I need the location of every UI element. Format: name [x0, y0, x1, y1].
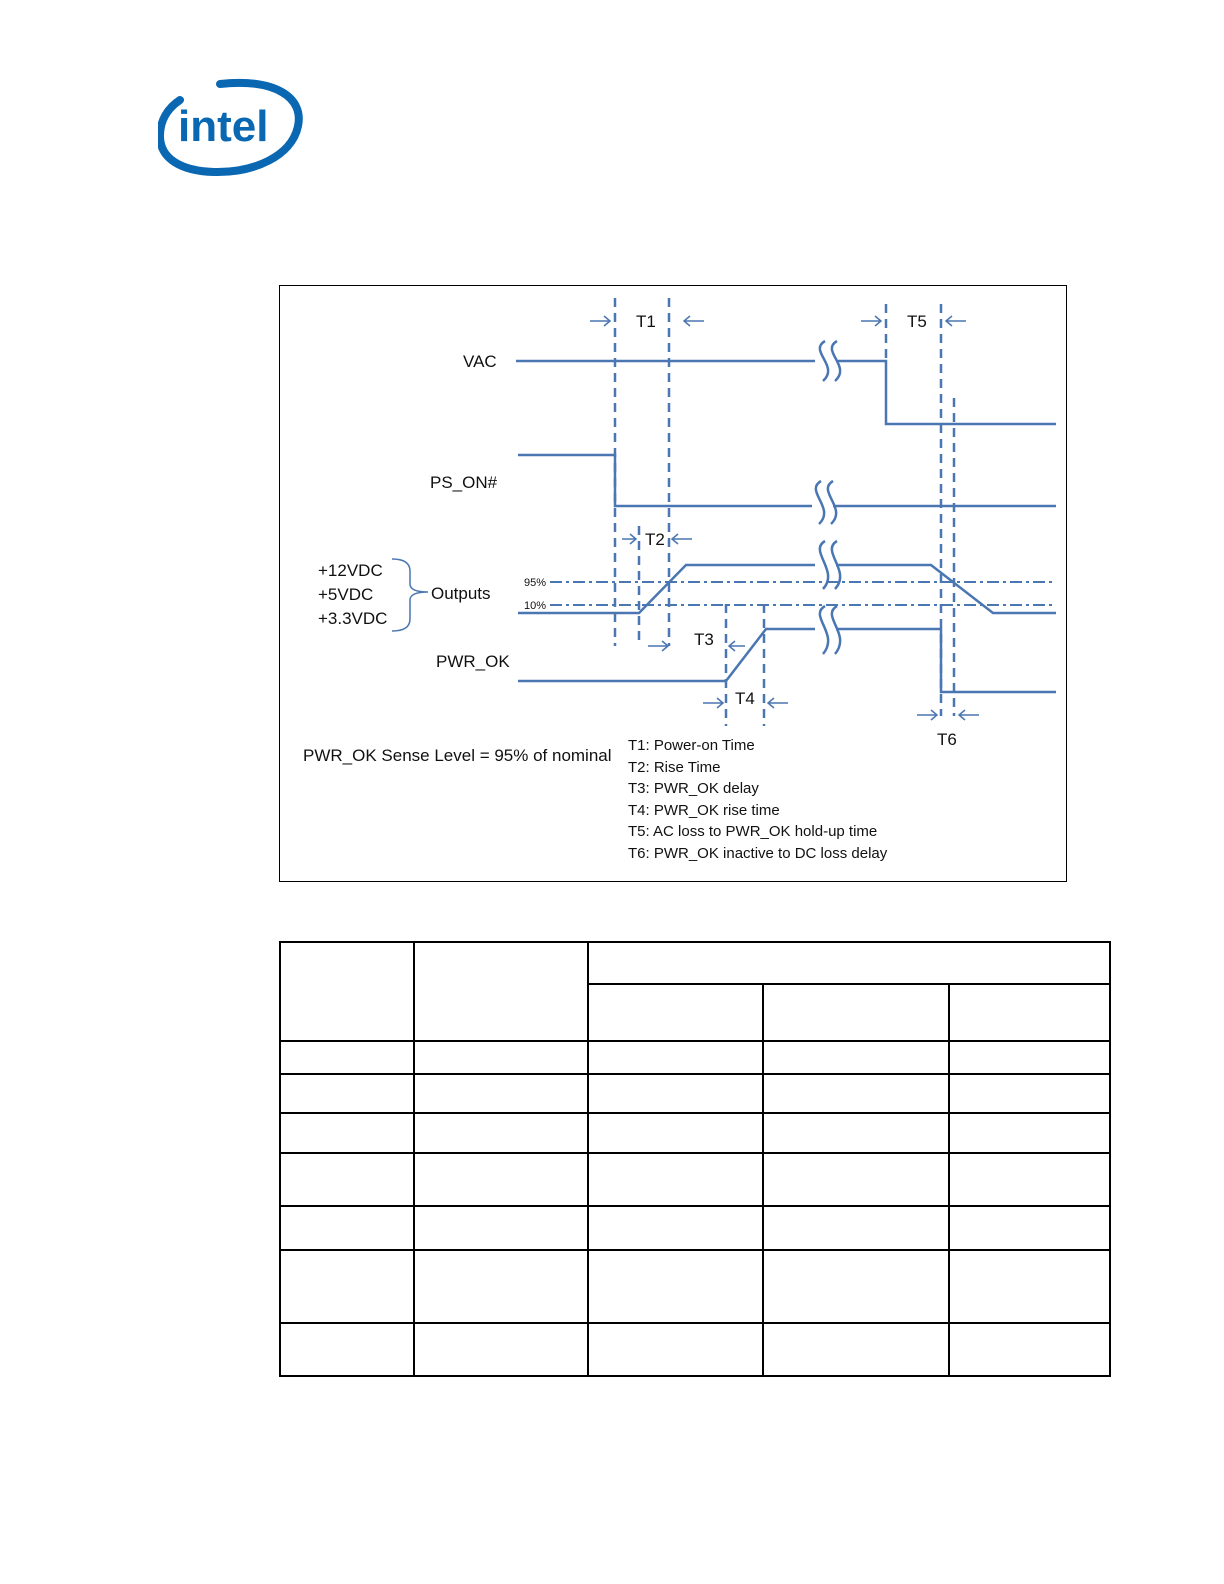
- legend-item: T1: Power-on Time: [628, 737, 755, 754]
- table-cell: [763, 1250, 949, 1323]
- vac-waveform: [516, 361, 1056, 424]
- table-cell: [280, 1153, 414, 1206]
- table-cell: [588, 1041, 763, 1074]
- logo-wordmark: intel: [178, 102, 269, 151]
- table-cell: [280, 1113, 414, 1153]
- outputs-brace: [392, 559, 428, 631]
- table-cell: [763, 1206, 949, 1250]
- legend-item: T6: PWR_OK inactive to DC loss delay: [628, 845, 888, 862]
- table-cell: [763, 1113, 949, 1153]
- table-cell: [280, 1041, 414, 1074]
- pwr-ok-label: PWR_OK: [436, 652, 510, 671]
- table-cell: [414, 1074, 588, 1113]
- rail-33v-label: +3.3VDC: [318, 609, 388, 628]
- table-cell: [763, 1153, 949, 1206]
- table-cell: [588, 1206, 763, 1250]
- table-cell: [949, 1206, 1110, 1250]
- t5-label: T5: [907, 312, 927, 331]
- table-row: [280, 1206, 1110, 1250]
- table-header-cell: [588, 942, 1110, 984]
- vac-break-mark: [820, 341, 840, 381]
- table-cell: [280, 1250, 414, 1323]
- power-sequencing-timing-diagram: [280, 286, 1068, 883]
- t6-label: T6: [937, 730, 957, 749]
- table-cell: [949, 1323, 1110, 1376]
- legend-item: T2: Rise Time: [628, 759, 721, 776]
- t1-label: T1: [636, 312, 656, 331]
- table-cell: [949, 1041, 1110, 1074]
- table-cell: [949, 1113, 1110, 1153]
- table-header-cell: [280, 942, 414, 1041]
- ps-on-label: PS_ON#: [430, 473, 498, 492]
- table-cell: [280, 1323, 414, 1376]
- t6-arrows: [917, 710, 979, 720]
- ps-on-waveform: [518, 455, 1056, 506]
- table-cell: [763, 1041, 949, 1074]
- table-subheader-cell: [588, 984, 763, 1041]
- table-cell: [588, 1074, 763, 1113]
- sense-level-note: PWR_OK Sense Level = 95% of nominal: [303, 746, 612, 765]
- table-row: [280, 1250, 1110, 1323]
- timing-diagram-frame: [279, 285, 1067, 882]
- t2-label: T2: [645, 530, 665, 549]
- table-cell: [414, 1153, 588, 1206]
- vac-label: VAC: [463, 352, 497, 371]
- table-row: [280, 1153, 1110, 1206]
- table-cell: [414, 1113, 588, 1153]
- table-cell: [763, 1074, 949, 1113]
- legend-item: T3: PWR_OK delay: [628, 780, 759, 797]
- intel-logo: [158, 78, 304, 178]
- legend-item: T4: PWR_OK rise time: [628, 802, 780, 819]
- table-subheader-cell: [763, 984, 949, 1041]
- t3-label: T3: [694, 630, 714, 649]
- level-10-label: 10%: [524, 600, 547, 612]
- outputs-label: Outputs: [431, 584, 491, 603]
- table-cell: [949, 1153, 1110, 1206]
- table-cell: [763, 1323, 949, 1376]
- timing-table: [279, 941, 1111, 1377]
- legend-item: T5: AC loss to PWR_OK hold-up time: [628, 823, 878, 840]
- table-row: [280, 1041, 1110, 1074]
- ps-on-break-mark: [816, 481, 836, 524]
- t4-label: T4: [735, 689, 755, 708]
- pwr-ok-waveform: [518, 629, 1056, 692]
- level-95-label: 95%: [524, 577, 547, 589]
- table-cell: [949, 1250, 1110, 1323]
- table-cell: [588, 1250, 763, 1323]
- rail-5v-label: +5VDC: [318, 585, 374, 604]
- rail-12v-label: +12VDC: [318, 561, 383, 580]
- table-cell: [588, 1113, 763, 1153]
- table-cell: [414, 1250, 588, 1323]
- table-subheader-cell: [949, 984, 1110, 1041]
- table-cell: [949, 1074, 1110, 1113]
- table-cell: [414, 1323, 588, 1376]
- table-row: [280, 1074, 1110, 1113]
- table-cell: [588, 1153, 763, 1206]
- table-cell: [414, 1206, 588, 1250]
- pwr-ok-break-mark: [820, 606, 840, 654]
- table-row: [280, 1113, 1110, 1153]
- table-cell: [414, 1041, 588, 1074]
- table-cell: [280, 1206, 414, 1250]
- table-header-cell: [414, 942, 588, 1041]
- table-cell: [588, 1323, 763, 1376]
- table-cell: [280, 1074, 414, 1113]
- table-row: [280, 1323, 1110, 1376]
